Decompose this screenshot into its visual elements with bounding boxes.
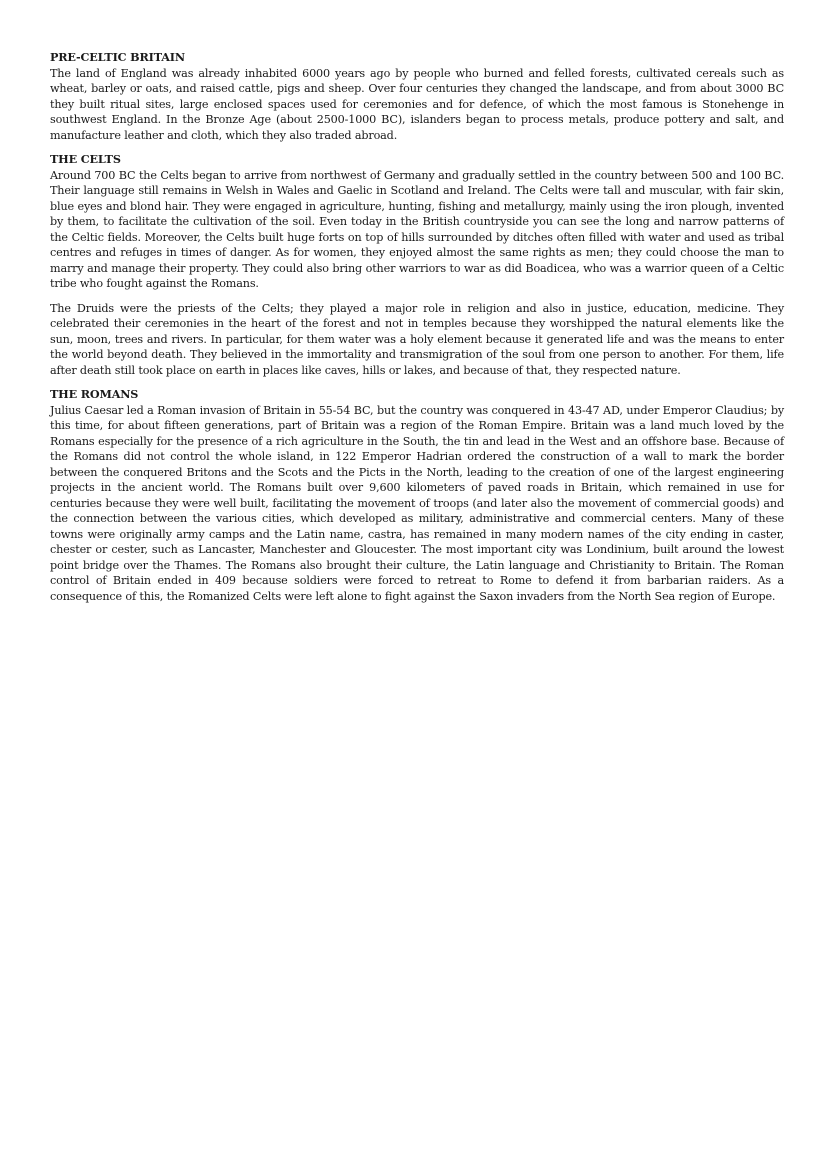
section-heading: THE ROMANS xyxy=(50,387,139,401)
section-the-romans xyxy=(50,387,784,604)
section-heading: PRE-CELTIC BRITAIN xyxy=(50,50,185,64)
section-paragraph: Julius Caesar led a Roman invasion of Britain in 55-54 BC, but the country was conquered in 43-47 AD, under Emperor Claudius; by this time, for about fifteen generations, part of Britain was a region of the Roman Empire. Britain was a land much loved by the Romans especially for the presence of a rich agriculture in the South, the tin and lead in the West and an offshore base. Because of the Romans did not control the whole island, in 122 Emperor Hadrian ordered the construction of a wall to mark the border between the conquered Britons and the Scots and the Picts in the North, leading to the creation of one of the largest engineering projects in the ancient world. The Romans built over 9,600 kilometers of paved roads in Britain, which remained in use for centuries because they were well built, facilitating the movement of troops (and later also the movement of commercial goods) and the connection between the various cities, which developed as military, administrative and commercial centers. Many of these towns were originally army camps and the Latin name, castra, has remained in many modern names of the city ending in caster, chester or cester, such as Lancaster, Manchester and Gloucester. The most important city was Londinium, built around the lowest point bridge over the Thames. The Romans also brought their culture, the Latin language and Christianity to Britain. The Roman control of Britain ended in 409 because soldiers were forced to retreat to Rome to defend it from barbarian raiders. As a consequence of this, the Romanized Celts were left alone to fight against the Saxon invaders from the North Sea region of Europe. xyxy=(50,403,784,603)
section-the-celts xyxy=(50,152,784,378)
section-pre-celtic-britain xyxy=(50,50,784,143)
section-paragraph: The land of England was already inhabited 6000 years ago by people who burned and felled forests, cultivated cereals such as wheat, barley or oats, and raised cattle, pigs and sheep. Over four centuries they changed the landscape, and from about 3000 BC they built ritual sites, large enclosed spaces used for ceremonies and for defence, of which the most famous is Stonehenge in southwest England. In the Bronze Age (about 2500-1000 BC), islanders began to process metals, produce pottery and salt, and manufacture leather and cloth, which they also traded abroad. xyxy=(50,66,784,142)
document-page xyxy=(50,50,784,613)
section-paragraph: Around 700 BC the Celts began to arrive from northwest of Germany and gradually settled in the country between 500 and 100 BC. Their language still remains in Welsh in Wales and Gaelic in Scotland and Ireland. The Celts were tall and muscular, with fair skin, blue eyes and blond hair. They were engaged in agriculture, hunting, fishing and metallurgy, mainly using the iron plough, invented by them, to facilitate the cultivation of the soil. Even today in the British countryside you can see the long and narrow patterns of the Celtic fields. Moreover, the Celts built huge forts on top of hills surrounded by ditches often filled with water and used as tribal centres and refuges in times of danger. As for women, they enjoyed almost the same rights as men; they could choose the man to marry and manage their property. They could also bring other warriors to war as did Boadicea, who was a warrior queen of a Celtic tribe who fought against the Romans. xyxy=(50,168,784,290)
section-heading: THE CELTS xyxy=(50,152,121,166)
section-paragraph: The Druids were the priests of the Celts; they played a major role in religion and also in justice, education, medicine. They celebrated their ceremonies in the heart of the forest and not in temples because they worshipped the natural elements like the sun, moon, trees and rivers. In particular, for them water was a holy element because it generated life and was the means to enter the world beyond death. They believed in the immortality and transmigration of the soul from one person to another. For them, life after death still took place on earth in places like caves, hills or lakes, and because of that, they respected nature. xyxy=(50,301,784,377)
